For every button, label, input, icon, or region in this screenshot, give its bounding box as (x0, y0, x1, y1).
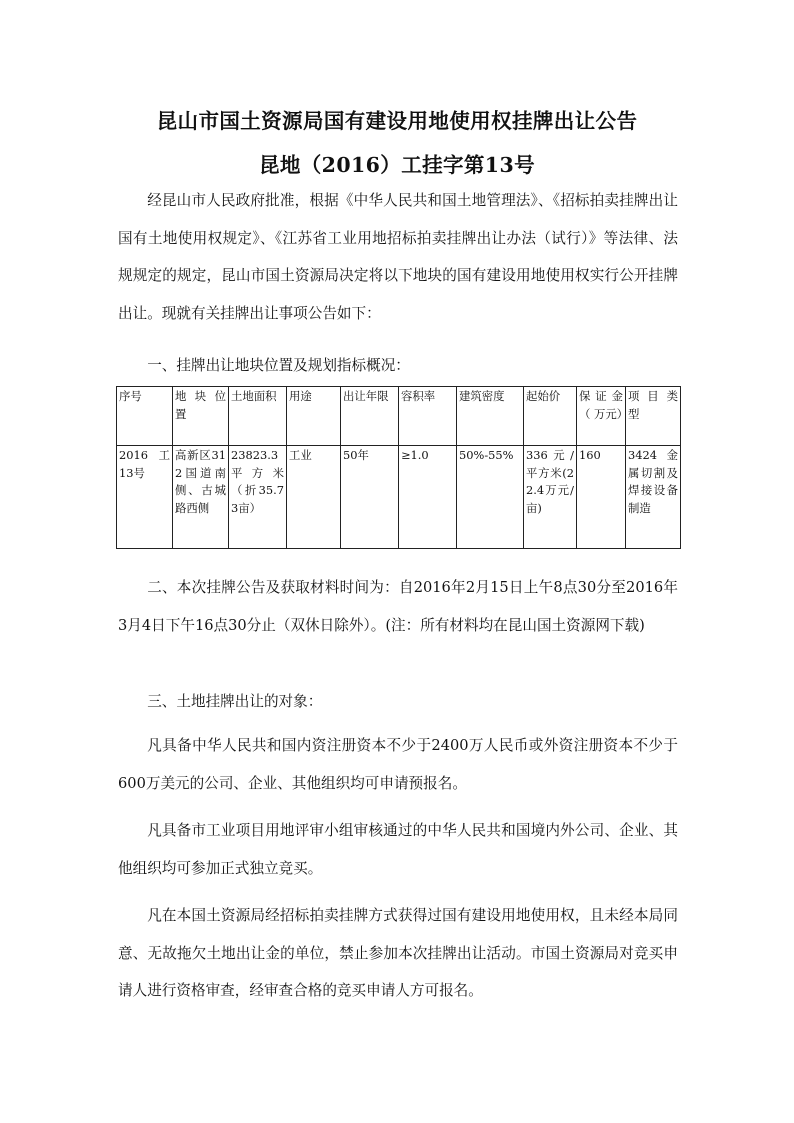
section-2-paragraph: 二、本次挂牌公告及获取材料时间为：自2016年2月15日上午8点30分至2016年3月4日下午16点30分止（双休日除外）。(注：所有材料均在昆山国土资源网下载) (118, 579, 678, 634)
table-header-cell: 土地面积 (229, 387, 287, 446)
table-header-cell: 地 块 位置 (173, 387, 229, 446)
land-parcel-table (116, 386, 681, 549)
table-header-cell: 建筑密度 (457, 387, 524, 446)
parcel-area-cell: 23823.3平方米（折35.73亩） (229, 446, 287, 549)
parcel-type-cell: 3424金属切割及焊接设备制造 (626, 446, 681, 549)
table-header-cell: 容积率 (399, 387, 457, 446)
parcel-deposit-cell: 160 (577, 446, 626, 549)
parcel-use-cell: 工业 (287, 446, 341, 549)
table-header-cell: 保证金（ 万元） (577, 387, 626, 446)
eligibility-paragraph-1: 凡具备中华人民共和国内资注册资本不少于2400万人民币或外资注册资本不少于600万美元的公司、企业、其他组织均可申请预报名。 (118, 737, 678, 792)
document-title: 昆山市国土资源局国有建设用地使用权挂牌出让公告 (156, 109, 638, 133)
parcel-price-cell: 336元/平方米(22.4万元/亩) (524, 446, 577, 549)
parcel-far-cell: ≥1.0 (399, 446, 457, 549)
eligibility-paragraph-2: 凡具备市工业项目用地评审小组审核通过的中华人民共和国境内外公司、企业、其他组织均可参加正式独立竞买。 (118, 822, 678, 877)
parcel-id-cell: 2016 工13号 (117, 446, 173, 549)
parcel-term-cell: 50年 (341, 446, 399, 549)
table-row (117, 446, 681, 549)
parcel-density-cell: 50%-55% (457, 446, 524, 549)
section-1-heading: 一、挂牌出让地块位置及规划指标概况： (147, 357, 410, 374)
table-header-cell: 起始价 (524, 387, 577, 446)
table-header-cell: 出让年限 (341, 387, 399, 446)
table-header-cell: 用途 (287, 387, 341, 446)
intro-paragraph: 经昆山市人民政府批准，根据《中华人民共和国土地管理法》、《招标拍卖挂牌出让国有土地使用权规定》、《江苏省工业用地招标拍卖挂牌出让办法（试行）》等法律、法规规定的规定，昆山市国土资源局决定将以下地块的国有建设用地使用权实行公开挂牌出让。现就有关挂牌出让事项公告如下： (118, 192, 678, 322)
eligibility-paragraph-3: 凡在本国土资源局经招标拍卖挂牌方式获得过国有建设用地使用权，且未经本局同意、无故拖欠土地出让金的单位，禁止参加本次挂牌出让活动。市国土资源局对竞买申请人进行资格审查，经审查合格的竞买申请人方可报名。 (118, 907, 678, 999)
parcel-location-cell: 高新区312国道南侧、古城路西侧 (173, 446, 229, 549)
table-header-cell: 项 目 类型 (626, 387, 681, 446)
section-3-heading: 三、土地挂牌出让的对象： (147, 693, 323, 710)
table-header-row (117, 387, 681, 446)
document-number: 昆地（2016）工挂字第13号 (258, 153, 536, 177)
table-header-cell: 序号 (117, 387, 173, 446)
